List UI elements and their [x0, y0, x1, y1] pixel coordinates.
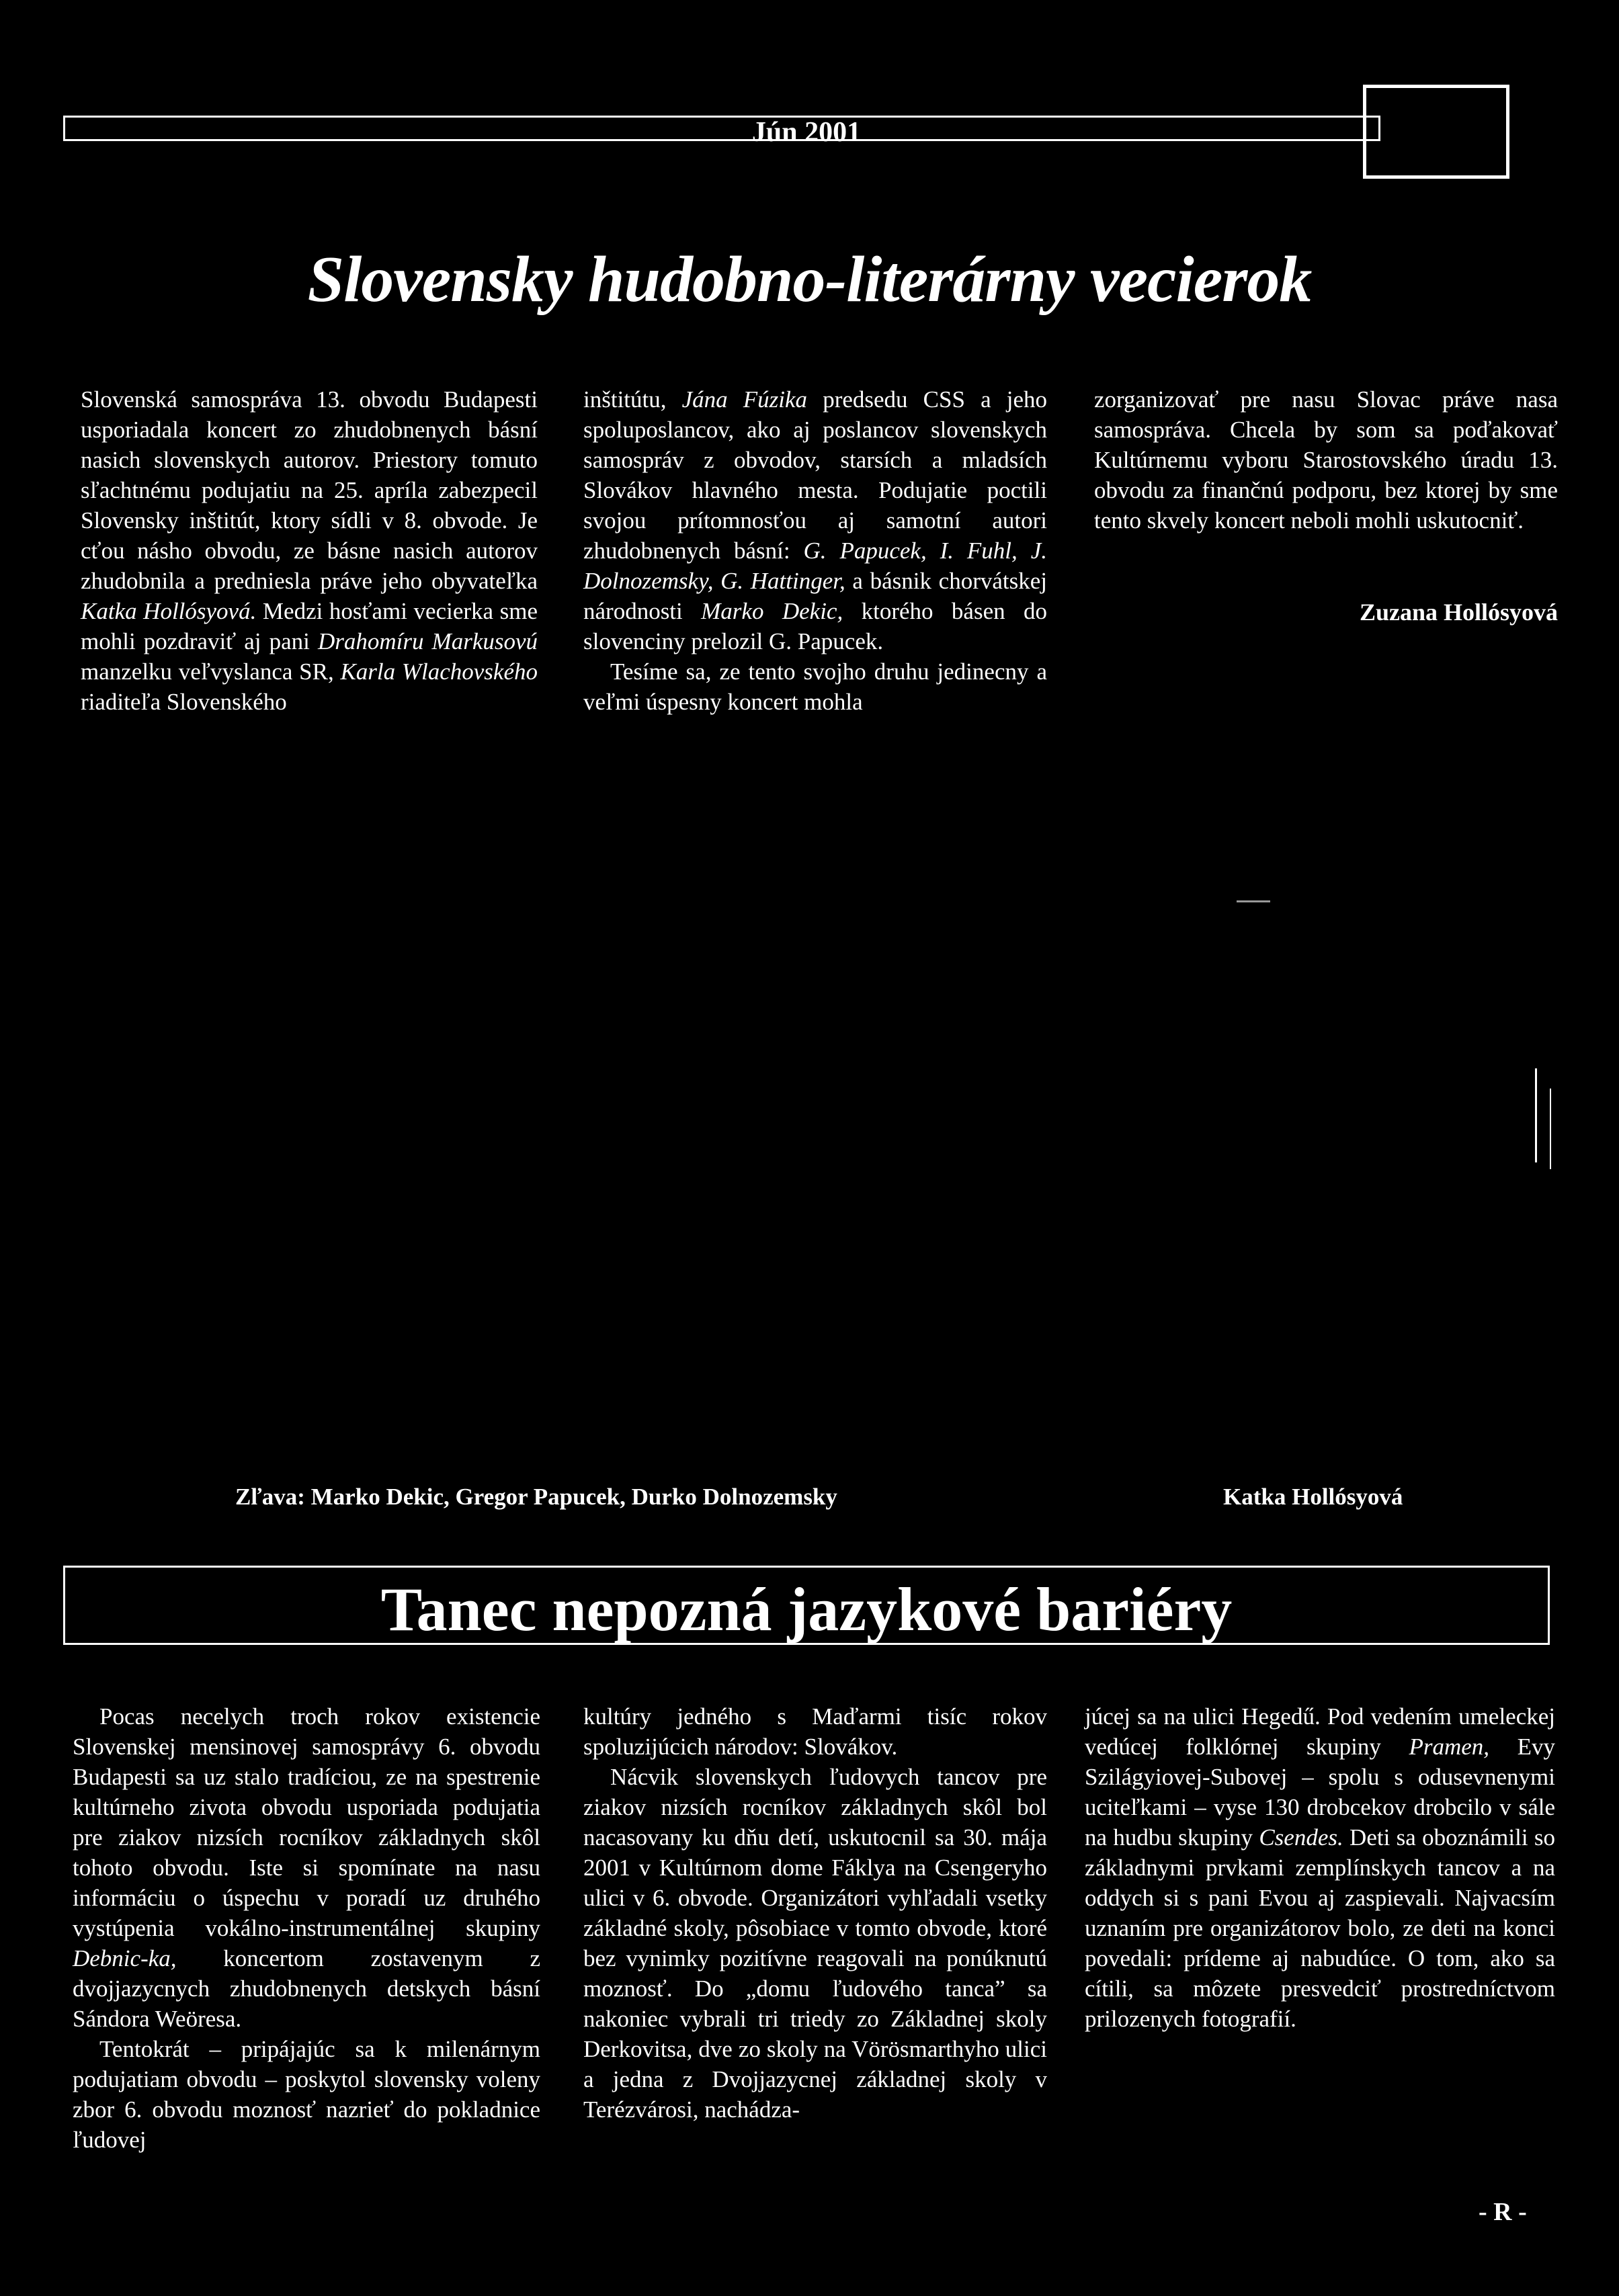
article2-column1: [73, 1701, 540, 2155]
article1-column2: [583, 384, 1047, 717]
italic-name: Drahomíru Markusovú: [317, 628, 538, 654]
photo-artifact-line: [1535, 1068, 1537, 1162]
page-number-box: [1363, 85, 1509, 179]
italic-name: Karla Wlachovského: [340, 658, 538, 685]
article2-paragraph3: kultúry jedného s Maďarmi tisíc rokov spoluzijúcich národov: Slovákov.: [583, 1703, 1047, 1760]
italic-name: Katka Hollósyová.: [81, 598, 257, 624]
article2-signature: - R -: [1479, 2198, 1527, 2226]
article2-column3: [1085, 1701, 1555, 2034]
article1-paragraph3: Tesíme sa, ze tento svojho druhu jedinecny a veľmi úspesny koncert mohla: [583, 658, 1047, 715]
article1-column1: [81, 384, 538, 717]
italic-name: Pramen,: [1409, 1734, 1490, 1760]
article1-paragraph2: inštitútu, Jána Fúzika predsedu CSS a jeho spoluposlancov, ako aj poslancov slovenskych samospráv z obvodov, starsích a mladsích Slovákov hlavného mesta. Podujatie poctili svojou prítomnosťou aj samotní autori zhudobnenych básní: G. Papucek, I. Fuhl, J. Dolnozemsky, G. Hattinger, a básnik chorvátskej národnosti Marko Dekic, ktorého básen do slovenciny prelozil G. Papucek.: [583, 386, 1047, 654]
photo-caption-right: Katka Hollósyová: [1223, 1484, 1403, 1510]
italic-name: Csendes.: [1259, 1824, 1343, 1851]
article2-column2: [583, 1701, 1047, 2125]
article2-paragraph4: Nácvik slovenskych ľudovych tancov pre ziakov nizsích rocníkov základnych skôl bol nacasovany ku dňu detí, uskutocnil sa 30. mája 2001 v Kultúrnom dome Fáklya na Csengeryho ulici v 6. obvode. Organizátori vyhľadali vsetky základné skoly, pôsobiace v tomto obvode, ktoré bez vynimky pozitívne reagovali na ponúknutú moznosť. Do „domu ľudového tanca” sa nakoniec vybrali tri triedy zo Základnej skoly Derkovitsa, dve zo skoly na Vörösmarthyho ulici a jedna z Dvojjazycnej základnej skoly v Terézvárosi, nachádza-: [583, 1764, 1047, 2123]
photo-area: [63, 833, 1555, 1478]
italic-name: Marko Dekic,: [701, 598, 843, 624]
article1-column3: [1094, 384, 1558, 536]
italic-name: G. Papucek, I. Fuhl, J. Dolnozemsky, G. Hattinger,: [583, 538, 1047, 594]
italic-name: Jána Fúzika: [681, 386, 808, 413]
italic-name: Debnic-ka,: [73, 1945, 177, 1971]
photo-caption-left: Zľava: Marko Dekic, Gregor Papucek, Durko Dolnozemsky: [235, 1484, 837, 1510]
article1-paragraph1: Slovenská samospráva 13. obvodu Budapesti usporiadala koncert zo zhudobnenych básní nasich slovenskych autorov. Priestory tomuto sľachtnému podujatiu na 25. apríla zabezpecil Slovensky inštitút, ktory sídli v 8. obvode. Je cťou násho obvodu, ze básne nasich autorov zhudobnila a predniesla práve jeho obyvateľka Katka Hollósyová. Medzi hosťami vecierka sme mohli pozdraviť aj pani Drahomíru Markusovú manzelku veľvyslanca SR, Karla Wlachovského riaditeľa Slovenského: [81, 386, 538, 715]
photo-artifact-line: [1550, 1089, 1551, 1169]
article1-paragraph4: zorganizovať pre nasu Slovac práve nasa samospráva. Chcela by som sa poďakovať Kultúrnemu vyboru Starostovského úradu 13. obvodu za finančnú podporu, bez ktorej by sme tento skvely koncert neboli mohli uskutocniť.: [1094, 386, 1558, 534]
photo-artifact-specks: [1237, 900, 1270, 902]
article2-paragraph5: júcej sa na ulici Hegedű. Pod vedením umeleckej vedúcej folklórnej skupiny Pramen, Evy Szilágyiovej-Subovej – spolu s odusevnenymi uciteľkami – vyse 130 drobcekov drobcilo v sále na hudbu skupiny Csendes. Deti sa oboznámili so základnymi prvkami zemplínskych tancov a na oddych si s pani Evou aj zaspievali. Najvacsím uznaním pre organizátorov bolo, ze deti na konci povedali: prídeme aj nabudúce. O tom, ako sa cítili, sa môzete presvedciť prostredníctvom prilozenych fotografií.: [1085, 1703, 1555, 2032]
article2-title: Tanec nepozná jazykové bariéry: [380, 1575, 1233, 1644]
article1-title: Slovensky hudobno-literárny vecierok: [307, 243, 1312, 316]
article1-signature: Zuzana Hollósyová: [1359, 599, 1558, 626]
article2-paragraph1: Pocas necelych troch rokov existencie Slovenskej mensinovej samosprávy 6. obvodu Budapesti sa uz stalo tradíciou, ze na spestrenie kultúrneho zivota obvodu usporiada podujatia pre ziakov nizsích rocníkov základnych skôl tohoto obvodu. Iste si spomínate na nasu informáciu o úspechu v poradí uz druhého vystúpenia vokálno-instrumentálnej skupiny Debnic-ka, koncertom zostavenym z dvojjazycnych zhudobnenych detskych básní Sándora Weöresa.: [73, 1703, 540, 2032]
article2-paragraph2: Tentokrát – pripájajúc sa k milenárnym podujatiam obvodu – poskytol slovensky voleny zbor 6. obvodu moznosť nazrieť do pokladnice ľudovej: [73, 2036, 540, 2153]
issue-date: Jún 2001: [751, 117, 862, 148]
